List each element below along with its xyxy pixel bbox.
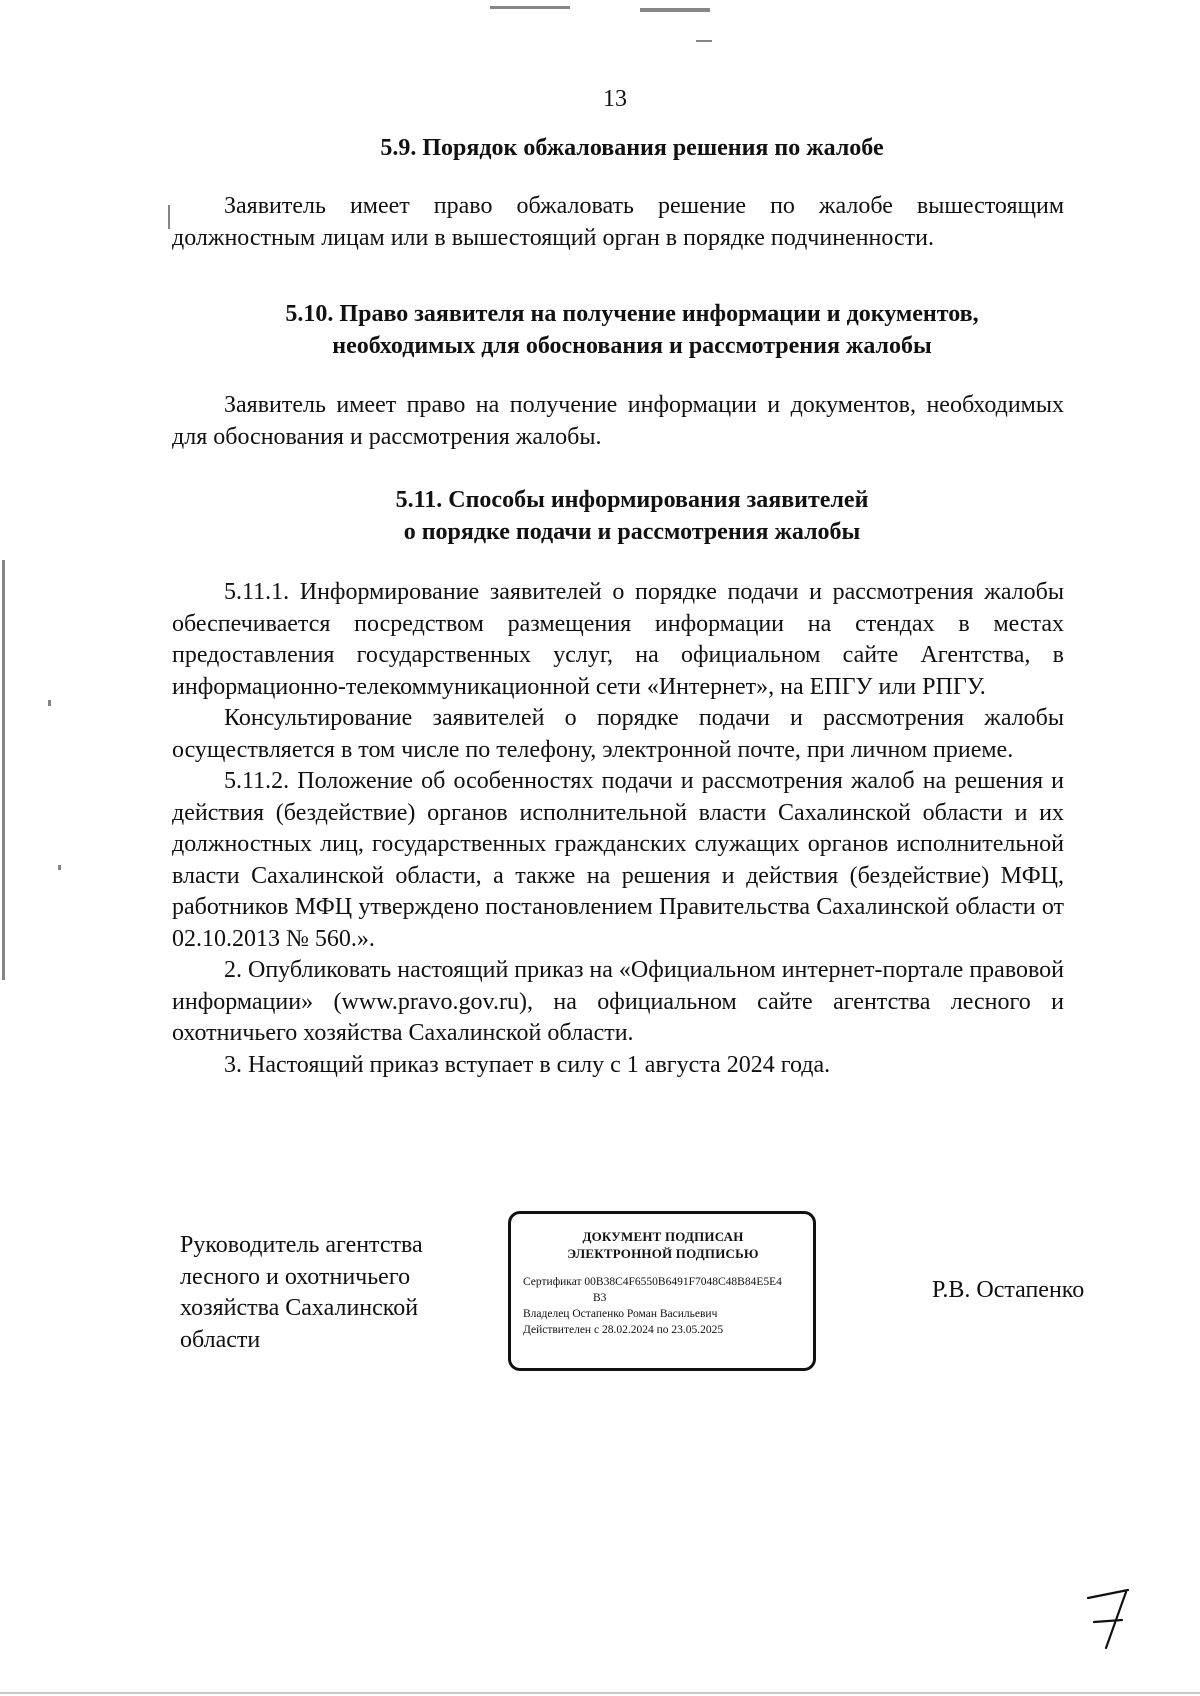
signer-position-line: Руководитель агентства <box>180 1232 423 1258</box>
paragraph: 5.11.2. Положение об особенностях подачи и рассмотрения жалоб на решения и действия (бездействие) органов исполнительной власти Сахалинской области и их должностных лиц, государственных гражданских служащих органов исполнительной власти Сахалинской области, а также на решения и действия (бездействие) МФЦ, работников МФЦ утверждено постановлением Правительства Сахалинской области от 02.10.2013 № 560.». <box>172 768 1064 952</box>
scan-noise <box>168 205 170 229</box>
signer-name: Р.В. Остапенко <box>932 1277 1085 1303</box>
section-heading-5-9 <box>172 132 1092 164</box>
stamp-title-line: ЭЛЕКТРОННОЙ ПОДПИСЬЮ <box>567 1246 759 1261</box>
scan-noise <box>58 865 61 870</box>
stamp-cert-value: 00B38C4F6550B6491F7048C48B84E5E4 <box>584 1276 782 1288</box>
scan-bottom-edge <box>0 1692 1200 1694</box>
paragraph: Заявитель имеет право на получение информации и документов, необходимых для обоснования и рассмотрения жалобы. <box>172 392 1064 450</box>
paragraph: Консультирование заявителей о порядке подачи и рассмотрения жалобы осуществляется в том числе по телефону, электронной почте, при личном приеме. <box>172 705 1064 763</box>
signer-position-line: лесного и охотничьего <box>180 1263 411 1290</box>
paragraph: 5.11.1. Информирование заявителей о порядке подачи и рассмотрения жалобы обеспечивается посредством размещения информации на стендах в местах предоставления государственных услуг, на официальном сайте Агентства, в информационно-телекоммуникационной сети «Интернет», на ЕПГУ или РПГУ. <box>172 579 1064 700</box>
stamp-cert-label: Сертификат <box>523 1276 582 1288</box>
heading-line: о порядке подачи и рассмотрения жалобы <box>403 519 861 545</box>
page-number: 13 <box>603 86 627 112</box>
heading-line: 5.10. Право заявителя на получение информации и документов, <box>285 301 979 327</box>
electronic-signature-stamp <box>508 1211 816 1371</box>
heading-line: необходимых для обоснования и рассмотрения жалобы <box>332 333 932 359</box>
scan-noise <box>48 700 51 706</box>
signer-position <box>180 1230 470 1356</box>
scan-margin-edge <box>2 560 5 980</box>
handwritten-page-mark <box>1080 1576 1140 1656</box>
scan-noise <box>640 8 710 12</box>
paragraph: 3. Настоящий приказ вступает в силу с 1 августа 2024 года. <box>224 1051 831 1078</box>
section-heading-5-10 <box>172 298 1092 362</box>
section-body-5-9 <box>172 191 1064 254</box>
heading-line: 5.11. Способы информирования заявителей <box>395 487 869 513</box>
section-body-5-11 <box>172 577 1064 1081</box>
paragraph: 2. Опубликовать настоящий приказ на «Официальном интернет-портале правовой информации» (www.pravo.gov.ru), на официальном сайте агентства лесного и охотничьего хозяйства Сахалинской области. <box>172 957 1064 1046</box>
signer-position-line: области <box>180 1326 261 1353</box>
heading-line: 5.9. Порядок обжалования решения по жалобе <box>380 135 884 161</box>
signer-position-line: хозяйства Сахалинской <box>180 1295 419 1321</box>
stamp-cert-value-cont: B3 <box>593 1292 607 1304</box>
section-body-5-10 <box>172 390 1064 453</box>
paragraph: Заявитель имеет право обжаловать решение по жалобе вышестоящим должностным лицам или в вышестоящий орган в порядке подчиненности. <box>172 193 1064 251</box>
stamp-certificate <box>523 1274 803 1290</box>
stamp-title-line: ДОКУМЕНТ ПОДПИСАН <box>582 1229 744 1244</box>
scan-noise <box>490 6 570 9</box>
section-heading-5-11 <box>172 484 1092 548</box>
scan-noise <box>696 40 712 42</box>
stamp-validity: Действителен с 28.02.2024 по 23.05.2025 <box>523 1324 724 1336</box>
stamp-owner: Владелец Остапенко Роман Васильевич <box>523 1308 718 1320</box>
